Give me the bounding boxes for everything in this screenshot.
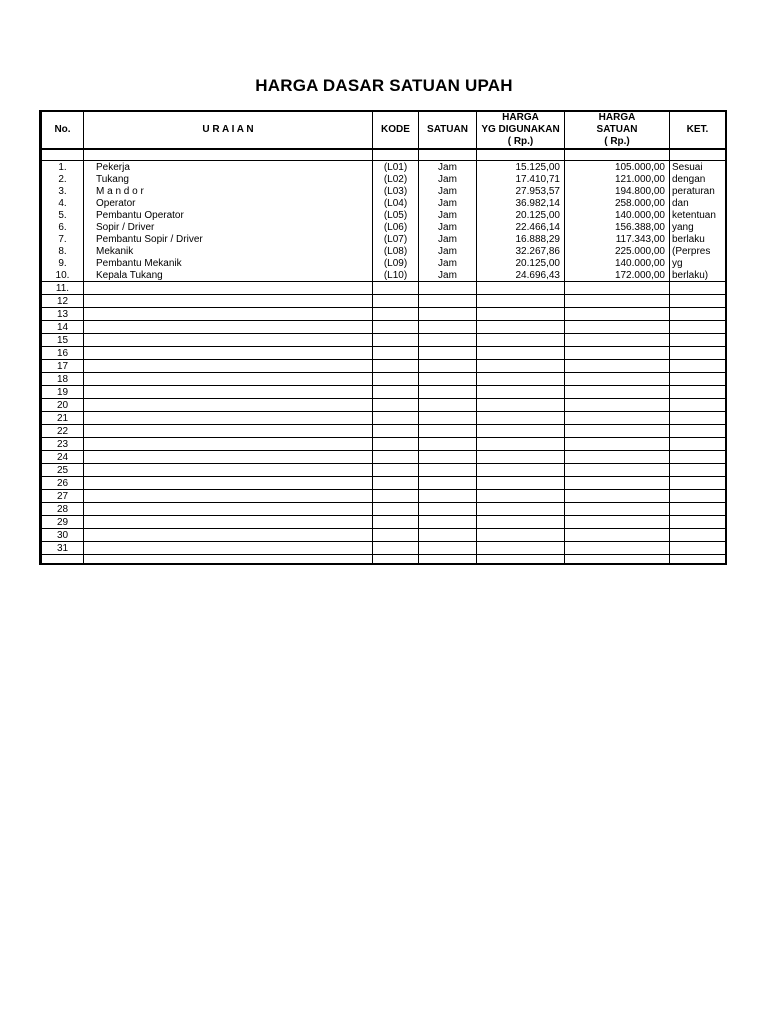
cell-satuan [419, 386, 477, 399]
cell-harga-yg-digunakan: 17.410,71 [477, 173, 565, 185]
cell-uraian [84, 412, 373, 425]
cell-harga-satuan: 156.388,00 [565, 221, 670, 233]
cell-kode [373, 321, 419, 334]
cell-satuan [419, 399, 477, 412]
cell-uraian [84, 360, 373, 373]
cell-harga-satuan [565, 542, 670, 555]
cell-no: 13 [42, 308, 84, 321]
cell-harga-satuan [565, 477, 670, 490]
cell-harga-yg-digunakan [477, 399, 565, 412]
cell-empty [565, 555, 670, 564]
cell-uraian: M a n d o r [84, 185, 373, 197]
cell-ket [670, 334, 726, 347]
cell-satuan [419, 477, 477, 490]
cell-ket [670, 503, 726, 516]
cell-uraian [84, 490, 373, 503]
cell-harga-satuan: 105.000,00 [565, 161, 670, 174]
cell-harga-satuan [565, 438, 670, 451]
table-row [42, 347, 726, 360]
cell-ket [670, 282, 726, 295]
cell-uraian [84, 321, 373, 334]
cell-ket: berlaku) [670, 269, 726, 282]
table-row [42, 373, 726, 386]
cell-uraian [84, 386, 373, 399]
cell-satuan [419, 529, 477, 542]
cell-ket [670, 542, 726, 555]
header-satuan: SATUAN [419, 112, 477, 149]
cell-harga-yg-digunakan [477, 477, 565, 490]
cell-uraian [84, 282, 373, 295]
cell-ket [670, 425, 726, 438]
cell-harga-satuan [565, 308, 670, 321]
table-row [42, 245, 726, 257]
spacer-row [42, 149, 726, 161]
cell-empty [419, 555, 477, 564]
cell-no: 14 [42, 321, 84, 334]
cell-ket [670, 321, 726, 334]
cell-harga-satuan: 140.000,00 [565, 209, 670, 221]
header-ket: KET. [670, 112, 726, 149]
cell-kode [373, 308, 419, 321]
cell-harga-yg-digunakan [477, 373, 565, 386]
cell-harga-yg-digunakan [477, 347, 565, 360]
cell-uraian: Tukang [84, 173, 373, 185]
header-harga-yg-line2: YG DIGUNAKAN [481, 124, 560, 135]
cell-harga-satuan [565, 464, 670, 477]
cell-ket [670, 308, 726, 321]
cell-satuan: Jam [419, 245, 477, 257]
cell-harga-yg-digunakan [477, 321, 565, 334]
cell-satuan [419, 542, 477, 555]
cell-satuan [419, 490, 477, 503]
cell-satuan [419, 334, 477, 347]
cell-kode: (L06) [373, 221, 419, 233]
cell-no: 17 [42, 360, 84, 373]
table-row [42, 257, 726, 269]
cell-uraian: Operator [84, 197, 373, 209]
cell-no: 11. [42, 282, 84, 295]
cell-uraian: Pekerja [84, 161, 373, 174]
cell-harga-yg-digunakan: 24.696,43 [477, 269, 565, 282]
cell-harga-satuan [565, 451, 670, 464]
cell-harga-satuan [565, 516, 670, 529]
table-row [42, 269, 726, 282]
table-row [42, 386, 726, 399]
table-body [42, 149, 726, 563]
cell-ket: (Perpres [670, 245, 726, 257]
header-harga-yg-line3: ( Rp.) [507, 136, 534, 147]
table-row [42, 477, 726, 490]
cell-harga-satuan: 258.000,00 [565, 197, 670, 209]
cell-harga-satuan [565, 347, 670, 360]
cell-harga-yg-digunakan [477, 529, 565, 542]
cell-ket [670, 295, 726, 308]
table-row [42, 516, 726, 529]
cell-uraian [84, 334, 373, 347]
cell-no: 2. [42, 173, 84, 185]
cell-no: 26 [42, 477, 84, 490]
cell-kode [373, 360, 419, 373]
cell-kode [373, 490, 419, 503]
cell-ket [670, 490, 726, 503]
cell-kode [373, 399, 419, 412]
cell-no: 15 [42, 334, 84, 347]
cell-no: 28 [42, 503, 84, 516]
cell-harga-yg-digunakan [477, 334, 565, 347]
cell-satuan [419, 347, 477, 360]
cell-no: 12 [42, 295, 84, 308]
cell-uraian [84, 464, 373, 477]
cell-harga-satuan [565, 503, 670, 516]
cell-kode [373, 373, 419, 386]
cell-harga-yg-digunakan [477, 490, 565, 503]
cell-ket [670, 373, 726, 386]
cell-satuan [419, 425, 477, 438]
cell-harga-satuan [565, 321, 670, 334]
cell-kode [373, 295, 419, 308]
cell-kode: (L07) [373, 233, 419, 245]
cell-harga-yg-digunakan [477, 451, 565, 464]
cell-kode [373, 464, 419, 477]
cell-ket: dengan [670, 173, 726, 185]
cell-no: 3. [42, 185, 84, 197]
table-row [42, 185, 726, 197]
header-harga-satuan-line2: SATUAN [596, 124, 638, 135]
cell-uraian: Mekanik [84, 245, 373, 257]
cell-harga-yg-digunakan: 36.982,14 [477, 197, 565, 209]
cell-no: 5. [42, 209, 84, 221]
cell-uraian [84, 308, 373, 321]
table-row [42, 209, 726, 221]
cell-harga-yg-digunakan: 20.125,00 [477, 257, 565, 269]
cell-ket [670, 516, 726, 529]
cell-kode [373, 412, 419, 425]
table-row [42, 282, 726, 295]
cell-kode: (L08) [373, 245, 419, 257]
cell-no: 31 [42, 542, 84, 555]
cell-harga-satuan [565, 529, 670, 542]
cell-uraian: Kepala Tukang [84, 269, 373, 282]
table-row [42, 173, 726, 185]
cell-uraian [84, 451, 373, 464]
cell-satuan [419, 321, 477, 334]
cell-harga-yg-digunakan [477, 425, 565, 438]
cell-harga-yg-digunakan [477, 542, 565, 555]
cell-harga-satuan: 140.000,00 [565, 257, 670, 269]
cell-no: 9. [42, 257, 84, 269]
cell-satuan [419, 503, 477, 516]
cell-kode [373, 438, 419, 451]
cell-kode [373, 503, 419, 516]
cell-no: 7. [42, 233, 84, 245]
cell-no: 21 [42, 412, 84, 425]
cell-kode [373, 477, 419, 490]
cell-kode [373, 451, 419, 464]
cell-no: 22 [42, 425, 84, 438]
cell-satuan: Jam [419, 269, 477, 282]
cell-harga-yg-digunakan [477, 282, 565, 295]
cell-harga-satuan [565, 360, 670, 373]
table-row [42, 503, 726, 516]
cell-satuan [419, 516, 477, 529]
cell-ket [670, 451, 726, 464]
cell-uraian: Sopir / Driver [84, 221, 373, 233]
cell-uraian: Pembantu Sopir / Driver [84, 233, 373, 245]
cell-satuan: Jam [419, 185, 477, 197]
cell-kode [373, 282, 419, 295]
cell-kode: (L10) [373, 269, 419, 282]
cell-ket [670, 399, 726, 412]
cell-ket: berlaku [670, 233, 726, 245]
cell-no: 19 [42, 386, 84, 399]
cell-harga-yg-digunakan [477, 464, 565, 477]
cell-ket: Sesuai [670, 161, 726, 174]
table-row [42, 334, 726, 347]
cell-kode [373, 516, 419, 529]
table-row [42, 425, 726, 438]
cell-empty [84, 555, 373, 564]
cell-harga-satuan: 172.000,00 [565, 269, 670, 282]
cell-empty [42, 555, 84, 564]
cell-satuan [419, 451, 477, 464]
cell-satuan [419, 373, 477, 386]
cell-uraian [84, 373, 373, 386]
cell-ket [670, 438, 726, 451]
cell-harga-satuan [565, 373, 670, 386]
page-title: HARGA DASAR SATUAN UPAH [255, 76, 513, 95]
cell-harga-yg-digunakan [477, 503, 565, 516]
cell-ket: dan [670, 197, 726, 209]
cell-no: 1. [42, 161, 84, 174]
cell-satuan [419, 438, 477, 451]
cell-harga-yg-digunakan [477, 438, 565, 451]
cell-harga-yg-digunakan: 16.888,29 [477, 233, 565, 245]
cell-kode: (L01) [373, 161, 419, 174]
header-kode: KODE [373, 112, 419, 149]
cell-ket: yang [670, 221, 726, 233]
cell-no: 18 [42, 373, 84, 386]
cell-no: 27 [42, 490, 84, 503]
cell-satuan: Jam [419, 233, 477, 245]
cell-no: 8. [42, 245, 84, 257]
cell-satuan [419, 360, 477, 373]
cell-harga-yg-digunakan [477, 308, 565, 321]
cell-satuan [419, 282, 477, 295]
cell-kode: (L04) [373, 197, 419, 209]
cell-uraian: Pembantu Mekanik [84, 257, 373, 269]
cell-kode [373, 334, 419, 347]
cell-harga-yg-digunakan [477, 412, 565, 425]
cell-ket: yg [670, 257, 726, 269]
cell-empty [477, 555, 565, 564]
cell-kode: (L02) [373, 173, 419, 185]
cell-uraian [84, 477, 373, 490]
cell-uraian [84, 399, 373, 412]
table-row [42, 233, 726, 245]
cell-satuan: Jam [419, 161, 477, 174]
table-row [42, 490, 726, 503]
table-row [42, 451, 726, 464]
cell-uraian [84, 295, 373, 308]
cell-ket [670, 464, 726, 477]
wage-table [41, 112, 726, 563]
header-harga-satuan-line3: ( Rp.) [604, 136, 630, 147]
cell-uraian [84, 503, 373, 516]
cell-harga-satuan: 194.800,00 [565, 185, 670, 197]
cell-no: 16 [42, 347, 84, 360]
cell-ket [670, 386, 726, 399]
cell-harga-satuan [565, 399, 670, 412]
cell-harga-satuan [565, 282, 670, 295]
cell-empty [373, 555, 419, 564]
cell-uraian: Pembantu Operator [84, 209, 373, 221]
cell-no: 25 [42, 464, 84, 477]
cell-harga-satuan: 117.343,00 [565, 233, 670, 245]
cell-kode [373, 425, 419, 438]
cell-kode [373, 386, 419, 399]
header-harga-yg-line1: HARGA [502, 112, 539, 123]
cell-harga-satuan [565, 425, 670, 438]
cell-satuan [419, 308, 477, 321]
cell-uraian [84, 425, 373, 438]
cell-harga-yg-digunakan [477, 386, 565, 399]
cell-satuan: Jam [419, 209, 477, 221]
cell-harga-yg-digunakan: 22.466,14 [477, 221, 565, 233]
cell-no: 30 [42, 529, 84, 542]
table-row [42, 464, 726, 477]
cell-uraian [84, 438, 373, 451]
cell-kode [373, 542, 419, 555]
cell-ket [670, 360, 726, 373]
cell-harga-satuan [565, 386, 670, 399]
table-row [42, 221, 726, 233]
wage-table-frame [40, 111, 726, 564]
header-harga-yg-digunakan [477, 112, 565, 149]
cell-ket [670, 529, 726, 542]
cell-harga-satuan [565, 412, 670, 425]
header-no: No. [42, 112, 84, 149]
cell-ket [670, 347, 726, 360]
cell-no: 23 [42, 438, 84, 451]
table-row [42, 438, 726, 451]
cell-kode: (L03) [373, 185, 419, 197]
cell-no: 20 [42, 399, 84, 412]
cell-kode [373, 347, 419, 360]
table-row [42, 529, 726, 542]
cell-satuan: Jam [419, 221, 477, 233]
table-row [42, 197, 726, 209]
cell-ket [670, 412, 726, 425]
cell-satuan [419, 464, 477, 477]
cell-harga-yg-digunakan [477, 516, 565, 529]
cell-empty [670, 555, 726, 564]
header-harga-satuan [565, 112, 670, 149]
cell-ket: ketentuan [670, 209, 726, 221]
cell-no: 4. [42, 197, 84, 209]
cell-uraian [84, 516, 373, 529]
cell-harga-satuan [565, 334, 670, 347]
cell-satuan [419, 295, 477, 308]
cell-uraian [84, 347, 373, 360]
cell-harga-yg-digunakan [477, 360, 565, 373]
cell-harga-yg-digunakan: 20.125,00 [477, 209, 565, 221]
table-row [42, 295, 726, 308]
cell-harga-satuan [565, 490, 670, 503]
table-row [42, 399, 726, 412]
cell-satuan: Jam [419, 173, 477, 185]
cell-harga-satuan [565, 295, 670, 308]
cell-satuan: Jam [419, 197, 477, 209]
cell-kode: (L09) [373, 257, 419, 269]
cell-satuan [419, 412, 477, 425]
cell-uraian [84, 529, 373, 542]
cell-ket [670, 477, 726, 490]
cell-uraian [84, 542, 373, 555]
header-harga-satuan-line1: HARGA [598, 112, 636, 123]
cell-no: 24 [42, 451, 84, 464]
cell-kode: (L05) [373, 209, 419, 221]
cell-ket: peraturan [670, 185, 726, 197]
cell-no: 29 [42, 516, 84, 529]
header-row [42, 112, 726, 149]
cell-satuan: Jam [419, 257, 477, 269]
table-row [42, 412, 726, 425]
cell-harga-yg-digunakan: 15.125,00 [477, 161, 565, 174]
tail-row [42, 555, 726, 564]
table-row [42, 360, 726, 373]
cell-no: 10. [42, 269, 84, 282]
cell-harga-satuan: 225.000,00 [565, 245, 670, 257]
cell-harga-yg-digunakan: 32.267,86 [477, 245, 565, 257]
table-row [42, 542, 726, 555]
cell-harga-yg-digunakan: 27.953,57 [477, 185, 565, 197]
cell-harga-yg-digunakan [477, 295, 565, 308]
cell-harga-satuan: 121.000,00 [565, 173, 670, 185]
cell-kode [373, 529, 419, 542]
table-row [42, 321, 726, 334]
table-row [42, 161, 726, 174]
cell-no: 6. [42, 221, 84, 233]
header-uraian: U R A I A N [84, 112, 373, 149]
table-row [42, 308, 726, 321]
